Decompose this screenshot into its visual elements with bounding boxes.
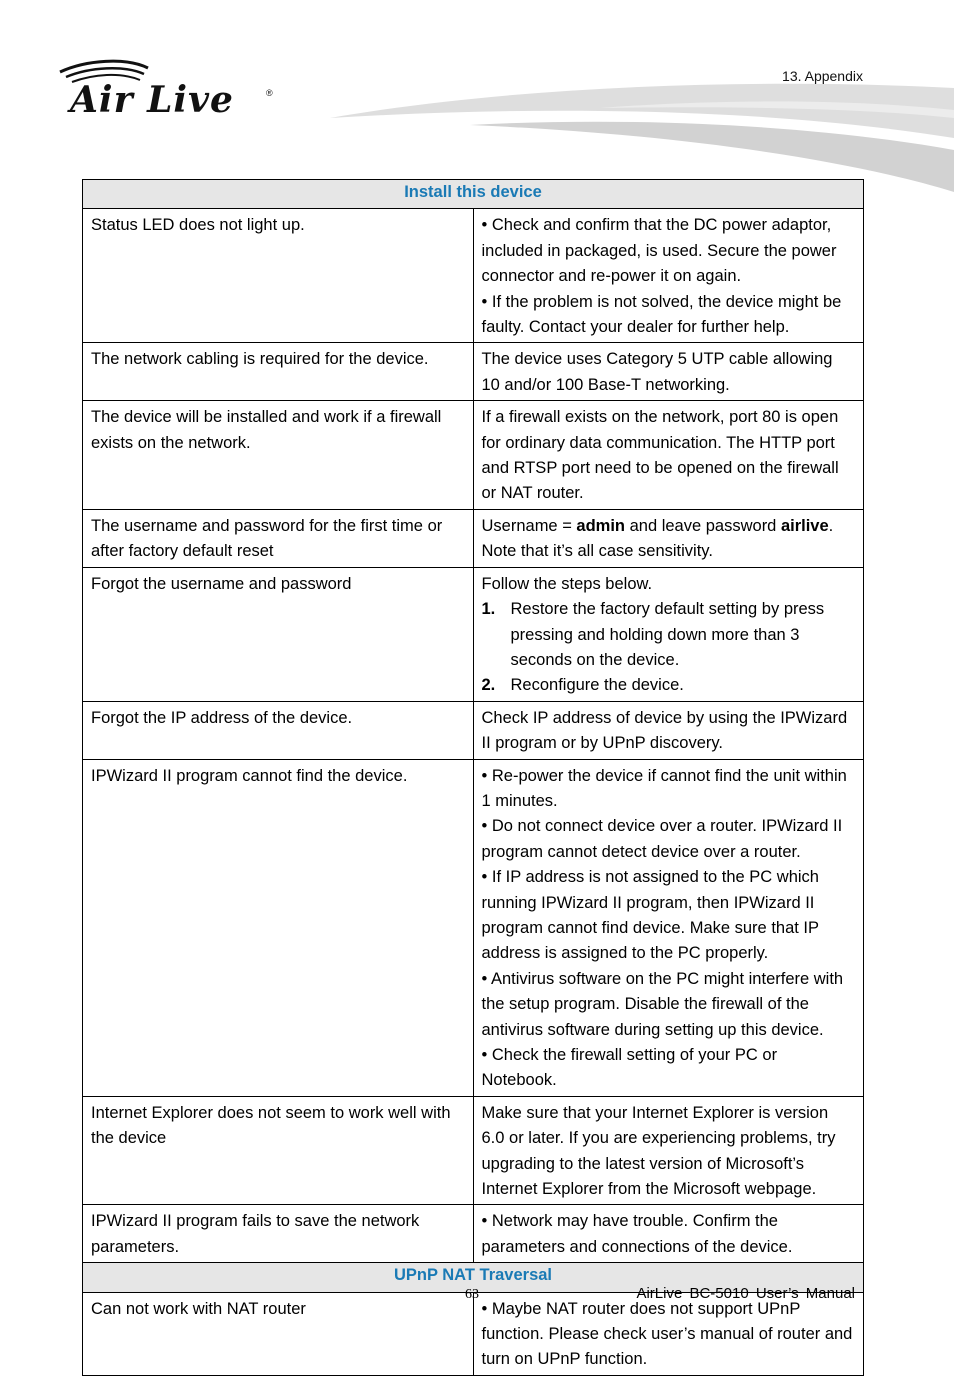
table-row bbox=[83, 401, 864, 510]
question-cell: IPWizard II program fails to save the network parameters. bbox=[83, 1205, 474, 1263]
section-title: Install this device bbox=[83, 180, 864, 209]
question-cell: IPWizard II program cannot find the device. bbox=[83, 759, 474, 1096]
table-row bbox=[83, 1205, 864, 1263]
airlive-logo: Air Live bbox=[70, 79, 234, 121]
answer-cell bbox=[473, 401, 864, 510]
step-item bbox=[482, 597, 856, 673]
answer-cell bbox=[473, 209, 864, 343]
page-number: 63 bbox=[465, 1287, 479, 1302]
answer-cell bbox=[473, 567, 864, 701]
answer-paragraph: • Re-power the device if cannot find the unit within 1 minutes. bbox=[481, 766, 847, 810]
answer-cell bbox=[473, 343, 864, 401]
answer-cell bbox=[473, 701, 864, 759]
table-row bbox=[83, 701, 864, 759]
question-cell: Internet Explorer does not seem to work well with the device bbox=[83, 1096, 474, 1205]
answer-cell bbox=[473, 1205, 864, 1263]
credentials-suffix: . bbox=[828, 516, 834, 535]
manual-title: AirLive BC-5010 User’s Manual bbox=[636, 1285, 855, 1302]
table-row bbox=[83, 343, 864, 401]
table-row bbox=[83, 209, 864, 343]
section-header: 13. Appendix bbox=[782, 68, 863, 84]
credentials-line bbox=[482, 514, 856, 539]
question-cell: The network cabling is required for the device. bbox=[83, 343, 474, 401]
answer-paragraph: • Do not connect device over a router. IPWizard II program cannot detect device over a router. bbox=[481, 817, 843, 861]
table-row bbox=[83, 759, 864, 1096]
answer-paragraph: • Check the firewall setting of your PC or Notebook. bbox=[481, 1046, 778, 1090]
question-cell: Can not work with NAT router bbox=[83, 1292, 474, 1375]
answer-cell bbox=[473, 1292, 864, 1375]
answer-paragraph: • If the problem is not solved, the device might be faulty. Contact your dealer for further help. bbox=[481, 292, 842, 337]
answer-paragraph: • Maybe NAT router does not support UPnP function. Please check user’s manual of router and turn on UPnP function. bbox=[481, 1299, 853, 1369]
answer-paragraph: • Antivirus software on the PC might interfere with the setup program. Disable the firewall of the antivirus software during setting up this device. bbox=[481, 969, 844, 1039]
answer-intro: Follow the steps below. bbox=[481, 574, 653, 593]
answer-paragraph: • Check and confirm that the DC power adaptor, included in packaged, is used. Secure the power connector and re-power it on again. bbox=[481, 216, 837, 286]
answer-paragraph: • If IP address is not assigned to the PC which running IPWizard II program, then IPWizard II program cannot find device. Make sure that IP address is assigned to the PC properly. bbox=[481, 868, 819, 963]
answer-paragraph: Make sure that your Internet Explorer is version 6.0 or later. If you are experiencing problems, try upgrading to the latest version of Microsoft’s Internet Explorer from the Microsoft webpage. bbox=[481, 1103, 836, 1199]
answer-cell bbox=[473, 759, 864, 1096]
case-sensitivity-note: Note that it’s all case sensitivity. bbox=[481, 542, 713, 561]
question-cell: Status LED does not light up. bbox=[83, 209, 474, 343]
question-cell: Forgot the username and password bbox=[83, 567, 474, 701]
registered-mark: ® bbox=[266, 88, 273, 98]
credentials-prefix: Username = bbox=[481, 516, 577, 535]
question-cell: The device will be installed and work if a firewall exists on the network. bbox=[83, 401, 474, 510]
step-text: Restore the factory default setting by press pressing and holding down more than 3 seconds on the device. bbox=[510, 600, 825, 669]
step-number: 1. bbox=[481, 600, 496, 619]
step-number: 2. bbox=[481, 676, 496, 695]
question-cell: The username and password for the first time or after factory default reset bbox=[83, 509, 474, 567]
section-title: UPnP NAT Traversal bbox=[83, 1263, 864, 1292]
table-row bbox=[83, 1292, 864, 1375]
answer-paragraph: The device uses Category 5 UTP cable allowing 10 and/or 100 Base-T networking. bbox=[481, 350, 833, 394]
answer-paragraph: If a firewall exists on the network, port 80 is open for ordinary data communication. The HTTP port and RTSP port need to be opened on the firewall or NAT router. bbox=[481, 408, 839, 503]
table-row bbox=[83, 567, 864, 701]
table-row bbox=[83, 509, 864, 567]
table-row bbox=[83, 1096, 864, 1205]
troubleshooting-table bbox=[82, 179, 864, 1376]
answer-paragraph: Check IP address of device by using the IPWizard II program or by UPnP discovery. bbox=[481, 708, 848, 753]
answer-cell bbox=[473, 509, 864, 567]
step-text: Reconfigure the device. bbox=[510, 676, 684, 695]
default-username: admin bbox=[576, 516, 626, 535]
credentials-middle: and leave password bbox=[625, 516, 781, 535]
step-item bbox=[482, 673, 856, 698]
answer-paragraph: • Network may have trouble. Confirm the parameters and connections of the device. bbox=[481, 1212, 793, 1256]
answer-cell bbox=[473, 1096, 864, 1205]
default-password: airlive bbox=[780, 516, 829, 535]
table-section-header bbox=[83, 180, 864, 209]
question-cell: Forgot the IP address of the device. bbox=[83, 701, 474, 759]
